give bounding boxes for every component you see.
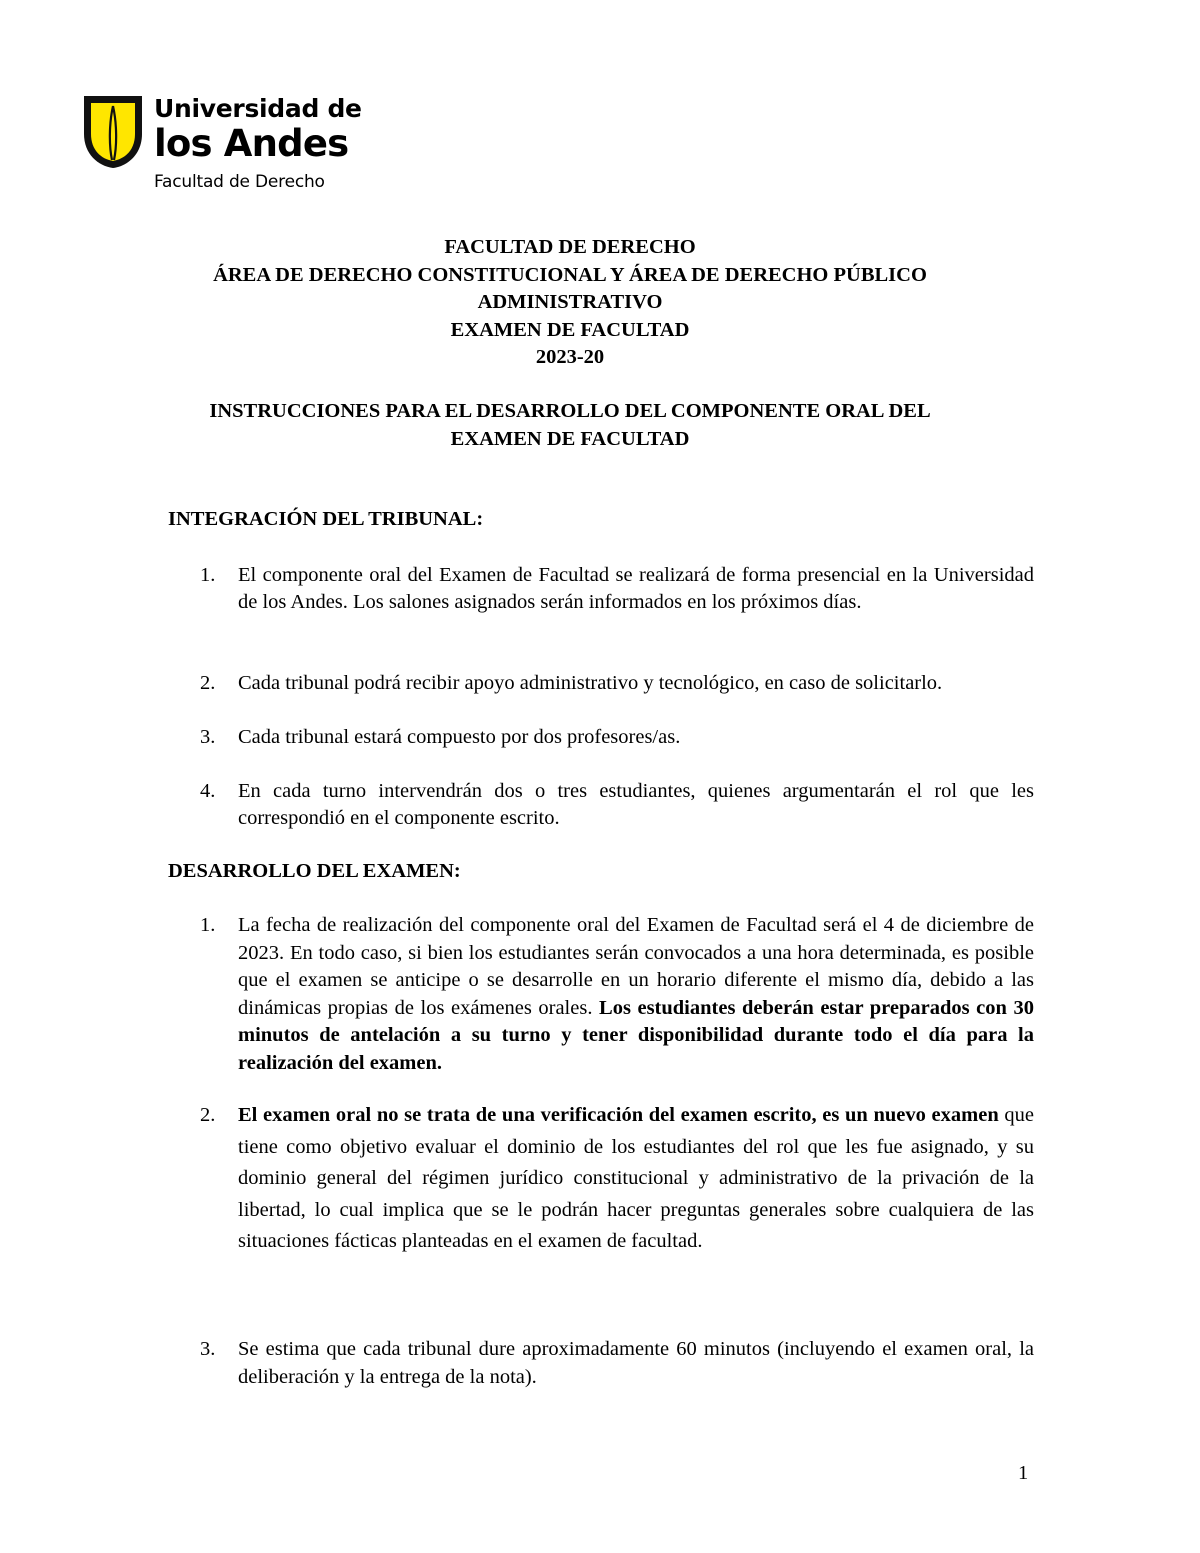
list-item-text: Cada tribunal estará compuesto por dos profesores/as.	[238, 726, 681, 748]
shield-logo-icon	[82, 94, 144, 170]
logo-text-los-andes: los Andes	[154, 122, 349, 165]
list-item-number: 1.	[200, 914, 216, 936]
list-item-number: 3.	[200, 726, 216, 748]
list-item-number: 2.	[200, 672, 216, 694]
logo-text-faculty: Facultad de Derecho	[154, 172, 325, 192]
section-heading-development: DESARROLLO DEL EXAMEN:	[168, 860, 461, 882]
list-item-text	[238, 1100, 1034, 1258]
title-line: ÁREA DE DERECHO CONSTITUCIONAL Y ÁREA DE DERECHO PÚBLICO	[213, 263, 927, 286]
document-subtitle	[120, 397, 1020, 453]
list-item-text-bold: Los estudiantes deberán estar preparados con 30 minutos de antelación a su turno y tener disponibilidad durante todo el día para la realización del examen.	[238, 996, 1034, 1074]
subtitle-line: EXAMEN DE FACULTAD	[450, 428, 690, 450]
list-item-text-regular: La fecha de realización del componente oral del Examen de Facultad será el 4 de diciembre de 2023. En todo caso, si bien los estudiantes serán convocados a una hora determinada, es posible que el examen se anticipe o se desarrolle en un horario diferente el mismo día, debido a las dinámicas propias de los exámenes orales.	[238, 914, 1034, 1019]
title-line: ADMINISTRATIVO	[477, 291, 663, 313]
list-item-number: 3.	[200, 1338, 216, 1360]
subtitle-line: INSTRUCCIONES PARA EL DESARROLLO DEL COMPONENTE ORAL DEL	[209, 400, 931, 422]
list-item-number: 1.	[200, 564, 216, 586]
section-heading-tribunal: INTEGRACIÓN DEL TRIBUNAL:	[168, 508, 484, 530]
title-line: FACULTAD DE DERECHO	[444, 236, 696, 258]
university-logo	[82, 92, 362, 192]
logo-text-university: Universidad de	[154, 94, 362, 123]
list-item-number: 4.	[200, 780, 216, 802]
document-title	[120, 234, 1020, 372]
title-line: EXAMEN DE FACULTAD	[450, 318, 690, 341]
list-item-text: En cada turno intervendrán dos o tres estudiantes, quienes argumentarán el rol que les correspondió en el componente escrito.	[238, 780, 1034, 829]
list-item-text-bold: El examen oral no se trata de una verificación del examen escrito, es un nuevo examen	[238, 1104, 999, 1126]
list-item-text-regular: que tiene como objetivo evaluar el dominio de los estudiantes del rol que les fue asignado, y su dominio general del régimen jurídico constitucional y administrativo de la privación de la libertad, lo cual implica que se le podrán hacer preguntas generales sobre cualquiera de las situaciones fácticas planteadas en el examen de facultad.	[238, 1104, 1034, 1252]
list-item-number: 2.	[200, 1104, 216, 1126]
list-item-text	[238, 912, 1034, 1077]
title-line: 2023-20	[535, 346, 605, 368]
list-item-text: Cada tribunal podrá recibir apoyo administrativo y tecnológico, en caso de solicitarlo.	[238, 672, 943, 694]
page-number: 1	[1018, 1462, 1029, 1484]
list-item-text: El componente oral del Examen de Facultad se realizará de forma presencial en la Universidad de los Andes. Los salones asignados serán informados en los próximos días.	[238, 564, 1034, 613]
list-item-text: Se estima que cada tribunal dure aproximadamente 60 minutos (incluyendo el examen oral, la deliberación y la entrega de la nota).	[238, 1338, 1034, 1388]
